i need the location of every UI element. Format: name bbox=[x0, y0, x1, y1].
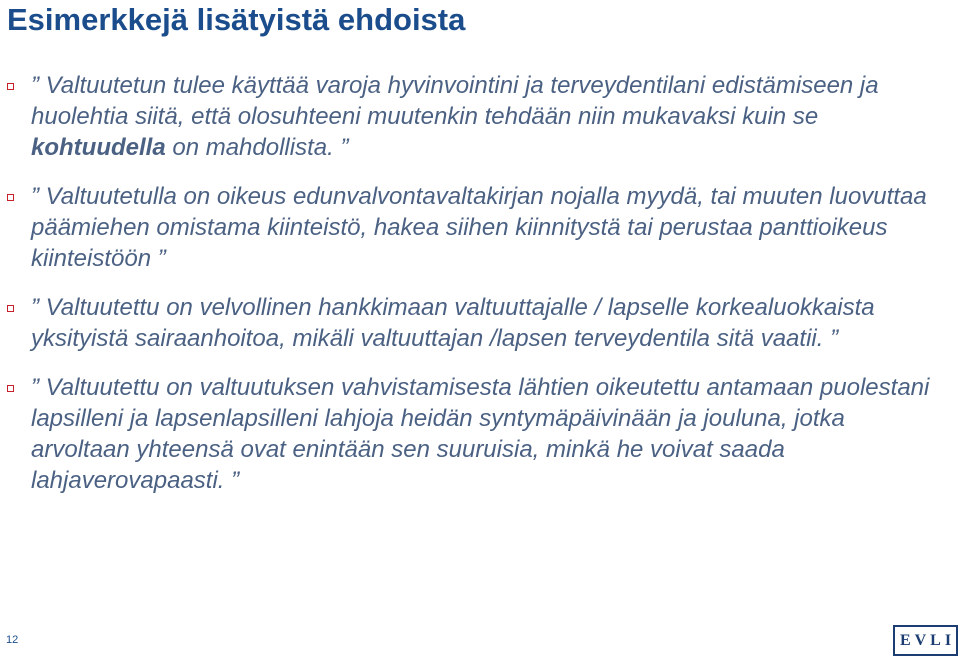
bullet-item bbox=[0, 181, 946, 274]
bullet-item bbox=[0, 70, 946, 163]
slide-title: Esimerkkejä lisätyistä ehdoista bbox=[7, 2, 466, 37]
square-bullet-icon bbox=[7, 194, 14, 201]
page-number: 12 bbox=[6, 634, 19, 646]
bullet-list bbox=[0, 70, 960, 514]
close-quote: ” bbox=[830, 325, 839, 352]
logo-text: EVLI bbox=[899, 631, 956, 649]
evli-logo bbox=[893, 625, 958, 656]
open-quote: ” bbox=[31, 183, 39, 210]
open-quote: ” bbox=[31, 374, 39, 401]
bullet-text-end: on mahdollista. bbox=[165, 134, 334, 161]
square-bullet-icon bbox=[7, 83, 14, 90]
bullet-item bbox=[0, 292, 946, 354]
bullet-item bbox=[0, 372, 946, 496]
bullet-text: Valtuutetulla on oikeus edunvalvontavaltakirjan nojalla myydä, tai muuten luovuttaa päämiehen omistama kiinteistö, hakea siihen kiinnitystä tai perustaa panttioikeus kiinteistöön bbox=[31, 183, 927, 272]
close-quote: ” bbox=[157, 245, 166, 272]
square-bullet-icon bbox=[7, 305, 14, 312]
close-quote: ” bbox=[340, 134, 349, 161]
square-bullet-icon bbox=[7, 385, 14, 392]
close-quote: ” bbox=[231, 467, 240, 494]
bullet-text: Valtuutettu on velvollinen hankkimaan valtuuttajalle / lapselle korkealuokkaista yksityistä sairaanhoitoa, mikäli valtuuttajan /lapsen terveydentila sitä vaatii. bbox=[31, 294, 875, 352]
bullet-emphasis: kohtuudella bbox=[31, 134, 166, 161]
bullet-text: Valtuutettu on valtuutuksen vahvistamisesta lähtien oikeutettu antamaan puolestani lapsilleni ja lapsenlapsilleni lahjoja heidän syntymäpäivinään ja jouluna, jotka arvoltaan yhteensä ovat enintään sen suuruisia, minkä he voivat saada lahjaverovapaasti. bbox=[31, 374, 930, 494]
bullet-text: Valtuutetun tulee käyttää varoja hyvinvointini ja terveydentilani edistämiseen ja huolehtia siitä, että olosuhteeni muutenkin tehdään niin mukavaksi kuin se bbox=[31, 72, 879, 130]
open-quote: ” bbox=[31, 72, 39, 99]
open-quote: ” bbox=[31, 294, 39, 321]
